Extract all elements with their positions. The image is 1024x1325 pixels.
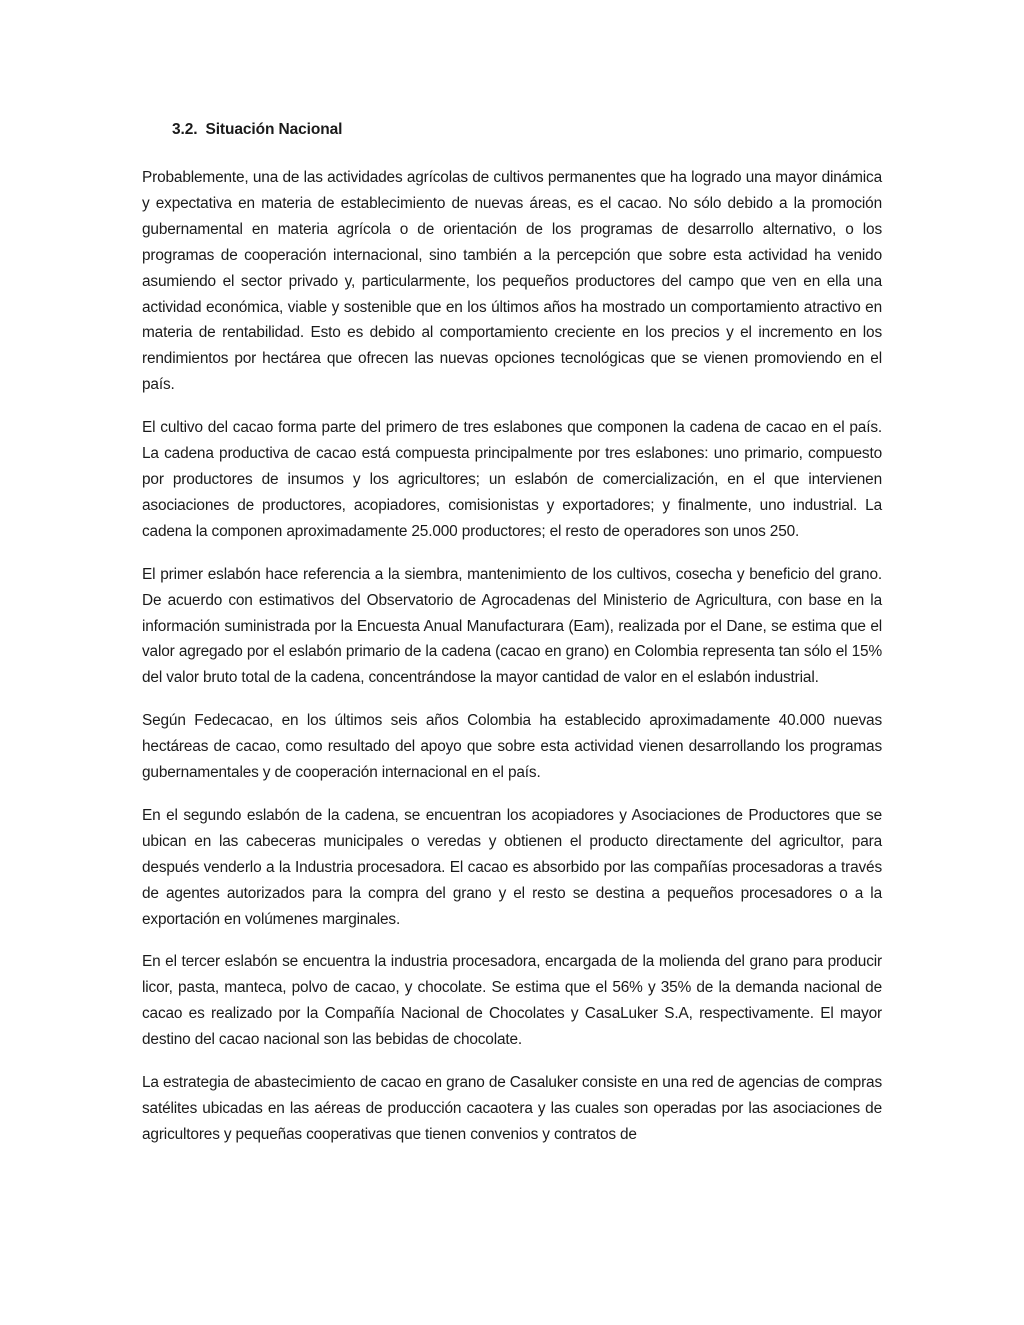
- section-title: Situación Nacional: [205, 121, 343, 138]
- paragraph-4: Según Fedecacao, en los últimos seis años Colombia ha establecido aproximadamente 40.000 nuevas hectáreas de cacao, como resultado del apoyo que sobre esta actividad vienen desarrollando los programas gubernamentales y de cooperación internacional en el país.: [142, 712, 882, 782]
- paragraph-7: La estrategia de abastecimiento de cacao en grano de Casaluker consiste en una red de agencias de compras satélites ubicadas en las aéreas de producción cacaotera y las cuales son operadas por las asociaciones de agricultores y pequeñas cooperativas que tienen convenios y contratos de: [142, 1074, 882, 1143]
- section-heading: [172, 117, 882, 143]
- paragraph-1: Probablemente, una de las actividades agrícolas de cultivos permanentes que ha logrado una mayor dinámica y expectativa en materia de establecimiento de nuevas áreas, es el cacao. No sólo debido a la promoción gubernamental en materia agrícola o de orientación de los programas de desarrollo alternativo, o los programas de cooperación internacional, sino también a la percepción que sobre esta actividad ha venido asumiendo el sector privado y, particularmente, los pequeños productores del campo que ven en ella una actividad económica, viable y sostenible que en los últimos años ha mostrado un comportamiento atractivo en materia de rentabilidad. Esto es debido al comportamiento creciente en los precios y el incremento en los rendimientos por hectárea que ofrecen las nuevas opciones tecnológicas que se vienen promoviendo en el país.: [142, 169, 882, 394]
- paragraph-3: El primer eslabón hace referencia a la siembra, mantenimiento de los cultivos, cosecha y beneficio del grano. De acuerdo con estimativos del Observatorio de Agrocadenas del Ministerio de Agricultura, con base en la información suministrada por la Encuesta Anual Manufacturara (Eam), realizada por el Dane, se estima que el valor agregado por el eslabón primario de la cadena (cacao en grano) en Colombia representa tan sólo el 15% del valor bruto total de la cadena, concentrándose la mayor cantidad de valor en el eslabón industrial.: [142, 565, 882, 687]
- paragraph-6: En el tercer eslabón se encuentra la industria procesadora, encargada de la molienda del grano para producir licor, pasta, manteca, polvo de cacao, y chocolate. Se estima que el 56% y 35% de la demanda nacional de cacao es realizado por la Compañía Nacional de Chocolates y CasaLuker S.A, respectivamente. El mayor destino del cacao nacional son las bebidas de chocolate.: [142, 953, 882, 1049]
- document-body: [142, 117, 882, 1148]
- paragraph-2: El cultivo del cacao forma parte del primero de tres eslabones que componen la cadena de cacao en el país. La cadena productiva de cacao está compuesta principalmente por tres eslabones: uno primario, compuesto por productores de insumos y los agricultores; un eslabón de comercialización, en el que intervienen asociaciones de productores, acopiadores, comisionistas y exportadores; y finalmente, uno industrial. La cadena la componen aproximadamente 25.000 productores; el resto de operadores son unos 250.: [142, 419, 882, 540]
- paragraph-5: En el segundo eslabón de la cadena, se encuentran los acopiadores y Asociaciones de Productores que se ubican en las cabeceras municipales o veredas y obtienen el producto directamente del agricultor, para después venderlo a la Industria procesadora. El cacao es absorbido por las compañías procesadoras a través de agentes autorizados para la compra del grano y el resto se destina a pequeños procesadores o a la exportación en volúmenes marginales.: [142, 806, 882, 928]
- section-number: 3.2.: [172, 121, 198, 138]
